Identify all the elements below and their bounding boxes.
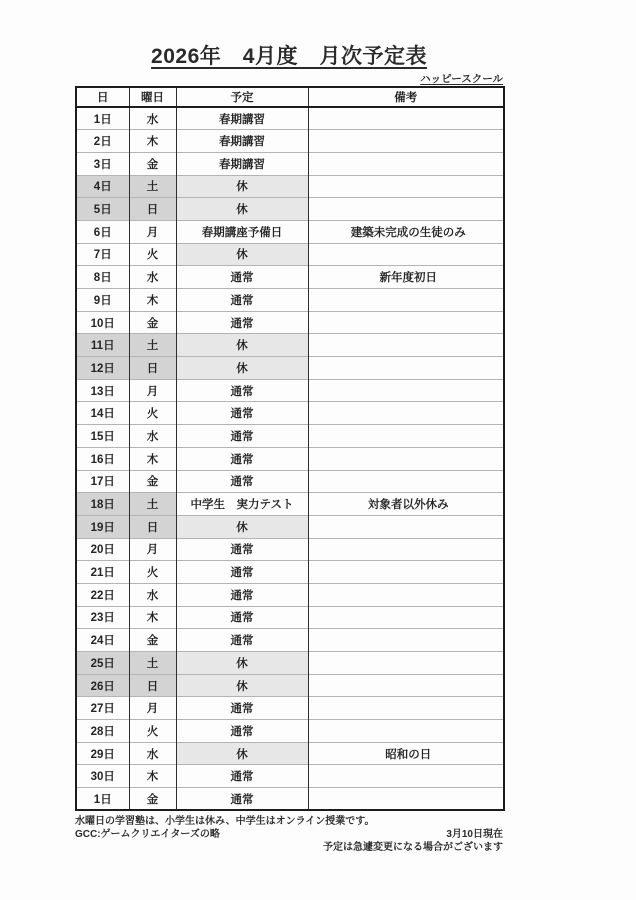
day-cell: 16日 — [76, 447, 129, 470]
document-content — [75, 44, 503, 855]
footer — [75, 815, 503, 855]
day-cell: 1日 — [76, 107, 129, 130]
notes-cell — [308, 606, 504, 629]
schedule-row — [76, 220, 504, 243]
school-name: ハッピースクール — [420, 73, 503, 85]
weekday-cell: 金 — [129, 788, 176, 811]
schedule-row — [76, 447, 504, 470]
notes-cell — [308, 447, 504, 470]
schedule-row — [76, 266, 504, 289]
day-cell: 30日 — [76, 765, 129, 788]
col-header-day: 日 — [76, 87, 129, 107]
day-cell: 15日 — [76, 425, 129, 448]
weekday-cell: 木 — [129, 289, 176, 312]
plan-cell: 春期講習 — [176, 152, 308, 175]
day-cell: 7日 — [76, 243, 129, 266]
schedule-row — [76, 697, 504, 720]
plan-cell: 休 — [176, 515, 308, 538]
notes-cell — [308, 470, 504, 493]
weekday-cell: 金 — [129, 311, 176, 334]
weekday-cell: 木 — [129, 606, 176, 629]
plan-cell: 休 — [176, 243, 308, 266]
day-cell: 13日 — [76, 379, 129, 402]
col-header-weekday: 曜日 — [129, 87, 176, 107]
notes-cell — [308, 697, 504, 720]
notes-cell — [308, 583, 504, 606]
notes-cell — [308, 425, 504, 448]
notes-cell — [308, 720, 504, 743]
weekday-cell: 金 — [129, 470, 176, 493]
weekday-cell: 月 — [129, 220, 176, 243]
weekday-cell: 火 — [129, 561, 176, 584]
day-cell: 20日 — [76, 538, 129, 561]
notes-cell — [308, 538, 504, 561]
weekday-cell: 日 — [129, 515, 176, 538]
day-cell: 26日 — [76, 674, 129, 697]
weekday-cell: 水 — [129, 742, 176, 765]
plan-cell: 休 — [176, 742, 308, 765]
notes-cell — [308, 289, 504, 312]
notes-cell — [308, 674, 504, 697]
disclaimer-text: 予定は急遽変更になる場合がございます — [323, 842, 503, 854]
day-cell: 17日 — [76, 470, 129, 493]
day-cell: 12日 — [76, 357, 129, 380]
weekday-cell: 水 — [129, 583, 176, 606]
schedule-row — [76, 107, 504, 130]
day-cell: 27日 — [76, 697, 129, 720]
weekday-cell: 金 — [129, 152, 176, 175]
day-cell: 19日 — [76, 515, 129, 538]
schedule-row — [76, 538, 504, 561]
plan-cell: 通常 — [176, 561, 308, 584]
notes-cell: 建築未完成の生徒のみ — [308, 220, 504, 243]
plan-cell: 通常 — [176, 379, 308, 402]
plan-cell: 中学生 実力テスト — [176, 493, 308, 516]
day-cell: 18日 — [76, 493, 129, 516]
schedule-row — [76, 425, 504, 448]
schedule-table — [75, 86, 505, 811]
plan-cell: 通常 — [176, 402, 308, 425]
notes-cell — [308, 198, 504, 221]
plan-cell: 休 — [176, 357, 308, 380]
notes-cell: 新年度初日 — [308, 266, 504, 289]
schedule-row — [76, 583, 504, 606]
day-cell: 6日 — [76, 220, 129, 243]
schedule-row — [76, 198, 504, 221]
notes-cell — [308, 561, 504, 584]
schedule-row — [76, 357, 504, 380]
notes-cell — [308, 402, 504, 425]
plan-cell: 通常 — [176, 266, 308, 289]
col-header-notes: 備考 — [308, 87, 504, 107]
schedule-row — [76, 243, 504, 266]
schedule-row — [76, 561, 504, 584]
notes-cell — [308, 515, 504, 538]
weekday-cell: 月 — [129, 379, 176, 402]
day-cell: 29日 — [76, 742, 129, 765]
schedule-row — [76, 175, 504, 198]
page-title: 2026年 4月度 月次予定表 — [151, 45, 427, 68]
notes-cell: 昭和の日 — [308, 742, 504, 765]
day-cell: 2日 — [76, 130, 129, 153]
notes-cell — [308, 107, 504, 130]
plan-cell: 通常 — [176, 470, 308, 493]
day-cell: 28日 — [76, 720, 129, 743]
day-cell: 9日 — [76, 289, 129, 312]
plan-cell: 通常 — [176, 311, 308, 334]
weekday-cell: 木 — [129, 447, 176, 470]
schedule-row — [76, 742, 504, 765]
day-cell: 4日 — [76, 175, 129, 198]
as-of-date: 3月10日現在 — [446, 829, 503, 841]
plan-cell: 通常 — [176, 606, 308, 629]
weekday-cell: 火 — [129, 720, 176, 743]
schedule-row — [76, 788, 504, 811]
plan-cell: 春期講習 — [176, 130, 308, 153]
schedule-row — [76, 606, 504, 629]
schedule-row — [76, 402, 504, 425]
plan-cell: 通常 — [176, 447, 308, 470]
plan-cell: 休 — [176, 175, 308, 198]
plan-cell: 通常 — [176, 788, 308, 811]
weekday-cell: 水 — [129, 107, 176, 130]
weekday-cell: 土 — [129, 175, 176, 198]
schedule-row — [76, 493, 504, 516]
plan-cell: 休 — [176, 674, 308, 697]
weekday-cell: 日 — [129, 198, 176, 221]
weekday-cell: 木 — [129, 765, 176, 788]
weekday-cell: 水 — [129, 266, 176, 289]
notes-cell — [308, 152, 504, 175]
notes-cell — [308, 334, 504, 357]
plan-cell: 通常 — [176, 425, 308, 448]
weekday-cell: 火 — [129, 402, 176, 425]
day-cell: 23日 — [76, 606, 129, 629]
notes-cell: 対象者以外休み — [308, 493, 504, 516]
schedule-row — [76, 152, 504, 175]
plan-cell: 休 — [176, 198, 308, 221]
notes-cell — [308, 765, 504, 788]
schedule-row — [76, 334, 504, 357]
notes-cell — [308, 243, 504, 266]
day-cell: 10日 — [76, 311, 129, 334]
plan-cell: 通常 — [176, 583, 308, 606]
day-cell: 21日 — [76, 561, 129, 584]
table-header-row — [76, 87, 504, 107]
plan-cell: 通常 — [176, 720, 308, 743]
notes-cell — [308, 311, 504, 334]
notes-cell — [308, 130, 504, 153]
notes-cell — [308, 652, 504, 675]
notes-cell — [308, 788, 504, 811]
plan-cell: 通常 — [176, 765, 308, 788]
plan-cell: 休 — [176, 334, 308, 357]
weekday-cell: 水 — [129, 425, 176, 448]
schedule-row — [76, 379, 504, 402]
plan-cell: 休 — [176, 652, 308, 675]
weekday-cell: 月 — [129, 538, 176, 561]
day-cell: 24日 — [76, 629, 129, 652]
day-cell: 8日 — [76, 266, 129, 289]
notes-cell — [308, 357, 504, 380]
footnote-wednesday: 水曜日の学習塾は、小学生は休み、中学生はオンライン授業です。 — [75, 816, 375, 828]
weekday-cell: 土 — [129, 493, 176, 516]
plan-cell: 春期講習 — [176, 107, 308, 130]
schedule-row — [76, 629, 504, 652]
weekday-cell: 火 — [129, 243, 176, 266]
weekday-cell: 日 — [129, 674, 176, 697]
weekday-cell: 木 — [129, 130, 176, 153]
plan-cell: 春期講座予備日 — [176, 220, 308, 243]
schedule-row — [76, 470, 504, 493]
plan-cell: 通常 — [176, 629, 308, 652]
day-cell: 1日 — [76, 788, 129, 811]
schedule-row — [76, 652, 504, 675]
day-cell: 3日 — [76, 152, 129, 175]
weekday-cell: 金 — [129, 629, 176, 652]
schedule-row — [76, 674, 504, 697]
schedule-row — [76, 765, 504, 788]
schedule-row — [76, 311, 504, 334]
plan-cell: 通常 — [176, 289, 308, 312]
footnote-gcc: GCC:ゲームクリエイターズの略 — [75, 829, 220, 841]
notes-cell — [308, 629, 504, 652]
day-cell: 14日 — [76, 402, 129, 425]
schedule-row — [76, 515, 504, 538]
day-cell: 11日 — [76, 334, 129, 357]
day-cell: 22日 — [76, 583, 129, 606]
day-cell: 25日 — [76, 652, 129, 675]
schedule-row — [76, 289, 504, 312]
plan-cell: 通常 — [176, 697, 308, 720]
notes-cell — [308, 175, 504, 198]
day-cell: 5日 — [76, 198, 129, 221]
weekday-cell: 土 — [129, 334, 176, 357]
weekday-cell: 日 — [129, 357, 176, 380]
weekday-cell: 月 — [129, 697, 176, 720]
weekday-cell: 土 — [129, 652, 176, 675]
notes-cell — [308, 379, 504, 402]
col-header-plan: 予定 — [176, 87, 308, 107]
schedule-row — [76, 720, 504, 743]
schedule-row — [76, 130, 504, 153]
plan-cell: 通常 — [176, 538, 308, 561]
